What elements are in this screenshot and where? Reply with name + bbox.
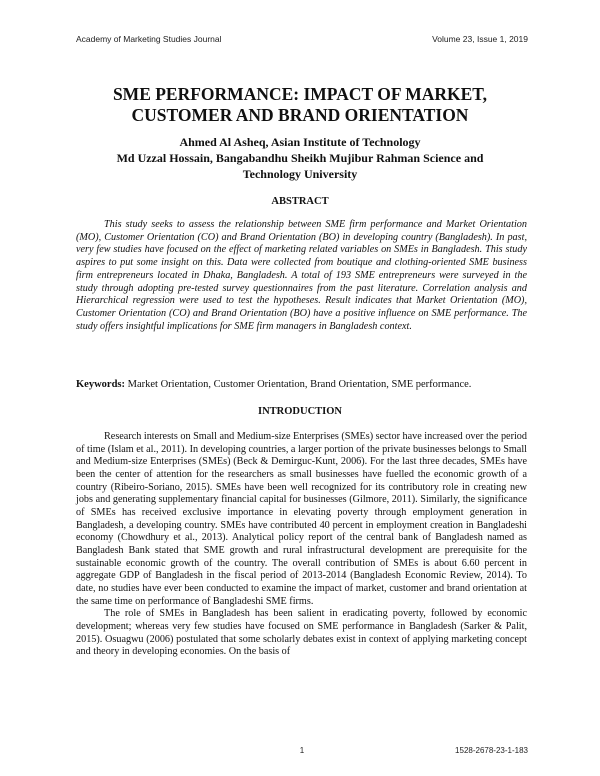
- abstract-heading: ABSTRACT: [271, 196, 329, 207]
- paper-title: [60, 84, 540, 126]
- journal-name: Academy of Marketing Studies Journal: [76, 34, 222, 44]
- article-id: 1528-2678-23-1-183: [455, 746, 528, 755]
- running-header: [76, 34, 528, 44]
- volume-issue: Volume 23, Issue 1, 2019: [432, 34, 528, 44]
- intro-paragraph-1: Research interests on Small and Medium-size Enterprises (SMEs) sector have increased over the period of time (Islam et al., 2011). In developing countries, a larger portion of the private businesses belongs to Small and Medium-size Enterprises (SMEs) (Beck & Demirguc-Kunt, 2006). For the last three decades, SMEs have been the center of attention for the researchers as small businesses have fuelled the economic growth of a country (Ribeiro-Soriano, 2015). SMEs have been well recognized for its contributory role in creating new jobs and generating supplementary financial capital for businesses (Gilmore, 2011). Similarly, the significance of SMEs has received exclusive importance in elevating poverty through employment generation in Bangladesh, a developing country. SMEs have contributed 40 percent in employment creation in Bangladeshi economy (Chowdhury et al., 2013). Analytical policy report of the central bank of Bangladesh named as Bangladesh Bank stated that SME growth and rural infrastructural development are prerequisite for the sustainable economic growth of the country. The overall contribution of SMEs is about 6.60 percent in aggregate GDP of Bangladesh in the fiscal period of 2013-2014 (Bangladesh Economic Review, 2014). To date, no studies have ever been conducted to examine the impact of market, customer and brand orientation at the same time on performance of Bangladeshi SME firms.: [76, 431, 527, 607]
- author-line-1: Ahmed Al Asheq, Asian Institute of Technology: [179, 135, 421, 149]
- abstract-text: This study seeks to assess the relationship between SME firm performance and Market Orientation (MO), Customer Orientation (CO) and Brand Orientation (BO) in developing country (Bangladesh). In past, very few studies have focused on the effect of marketing related variables on SMEs in Bangladesh. This study aspires to put some insight on this. Data were collected from boutique and clothing-oriented SME business firm entrepreneurs located in Dhaka, Bangladesh. A total of 193 SME entrepreneurs were surveyed in the study through adopting pre-tested survey questionnaires from the past literature. Correlation analysis and Hierarchical regression were used to test the hypotheses. Result indicates that Market Orientation (MO), Customer Orientation (CO) and Brand Orientation (BO) have a positive influence on SME performance. The study offers insightful implications for SME firm managers in Bangladesh context.: [76, 219, 527, 332]
- keywords-label: Keywords:: [76, 379, 125, 390]
- title-line-1: SME PERFORMANCE: IMPACT OF MARKET,: [112, 84, 488, 104]
- author-line-2: Md Uzzal Hossain, Bangabandhu Sheikh Mujibur Rahman Science and: [116, 151, 484, 165]
- intro-paragraph-2: The role of SMEs in Bangladesh has been salient in eradicating poverty, followed by economic development; whereas very few studies have focused on SME performance in Bangladesh (Sarker & Palit, 2015). Osuagwu (2006) postulated that some scholarly debates exist in context of applying marketing concept and theory in developing economies. On the basis of: [76, 608, 527, 658]
- introduction-body: [76, 431, 527, 659]
- page-number: 1: [299, 746, 305, 755]
- keywords-text: Market Orientation, Customer Orientation, Brand Orientation, SME performance.: [127, 379, 472, 390]
- keywords: [76, 378, 527, 391]
- title-line-2: CUSTOMER AND BRAND ORIENTATION: [131, 105, 469, 125]
- introduction-heading: INTRODUCTION: [257, 406, 342, 417]
- author-line-3: Technology University: [242, 167, 358, 181]
- author-block: [70, 134, 530, 182]
